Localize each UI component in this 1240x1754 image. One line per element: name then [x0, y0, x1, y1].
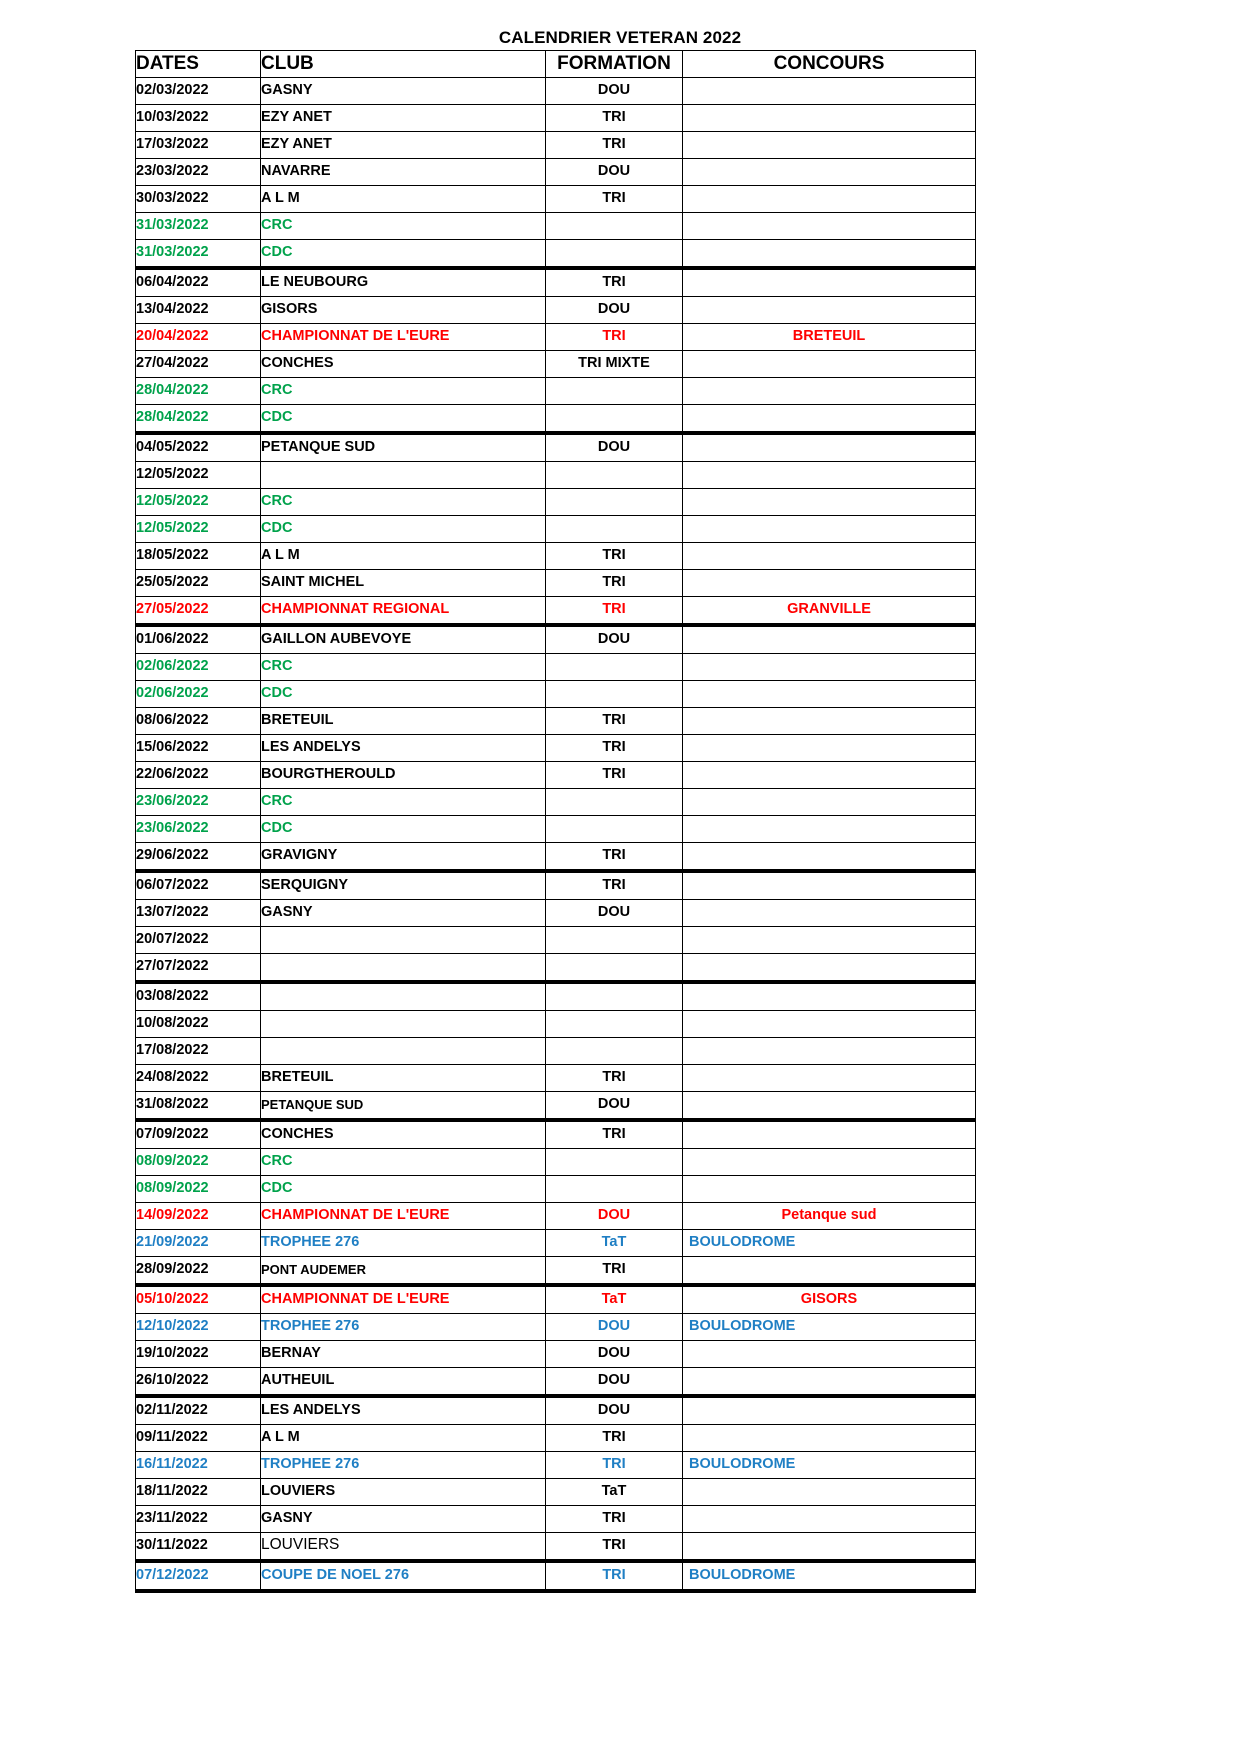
cell-formation: TRI [546, 105, 683, 132]
table-row [136, 132, 976, 159]
cell-date: 12/05/2022 [136, 516, 261, 543]
cell-club: CRC [261, 789, 546, 816]
cell-formation: TRI [546, 1257, 683, 1286]
cell-concours [683, 378, 976, 405]
cell-club: A L M [261, 1425, 546, 1452]
cell-formation: TRI [546, 843, 683, 872]
cell-formation: TRI [546, 597, 683, 626]
cell-club: GISORS [261, 297, 546, 324]
table-row [136, 213, 976, 240]
table-row [136, 789, 976, 816]
cell-club: CRC [261, 213, 546, 240]
cell-date: 26/10/2022 [136, 1368, 261, 1397]
cell-date: 28/04/2022 [136, 378, 261, 405]
cell-concours [683, 186, 976, 213]
cell-formation: TRI [546, 324, 683, 351]
cell-date: 03/08/2022 [136, 982, 261, 1011]
cell-concours: BOULODROME [683, 1230, 976, 1257]
cell-formation [546, 1038, 683, 1065]
cell-club: BERNAY [261, 1341, 546, 1368]
cell-concours [683, 927, 976, 954]
cell-formation [546, 927, 683, 954]
cell-date: 14/09/2022 [136, 1203, 261, 1230]
cell-formation [546, 816, 683, 843]
cell-concours [683, 1425, 976, 1452]
cell-club: CRC [261, 489, 546, 516]
cell-date: 22/06/2022 [136, 762, 261, 789]
cell-formation [546, 982, 683, 1011]
table-row [136, 1092, 976, 1121]
cell-date: 09/11/2022 [136, 1425, 261, 1452]
cell-club: CHAMPIONNAT REGIONAL [261, 597, 546, 626]
cell-date: 24/08/2022 [136, 1065, 261, 1092]
table-row [136, 1257, 976, 1286]
table-row [136, 1479, 976, 1506]
table-row [136, 405, 976, 434]
cell-date: 17/08/2022 [136, 1038, 261, 1065]
cell-concours [683, 78, 976, 105]
cell-concours [683, 213, 976, 240]
table-row [136, 1425, 976, 1452]
cell-formation [546, 405, 683, 434]
cell-club [261, 954, 546, 983]
cell-club: PONT AUDEMER [261, 1257, 546, 1286]
cell-concours [683, 543, 976, 570]
cell-club [261, 982, 546, 1011]
cell-club: CONCHES [261, 351, 546, 378]
page-title: CALENDRIER VETERAN 2022 [498, 28, 742, 47]
table-row [136, 681, 976, 708]
cell-concours [683, 762, 976, 789]
cell-formation: TRI [546, 871, 683, 900]
cell-concours [683, 982, 976, 1011]
cell-formation: DOU [546, 159, 683, 186]
cell-concours [683, 1533, 976, 1562]
cell-club [261, 927, 546, 954]
cell-formation: TRI [546, 708, 683, 735]
table-row [136, 1176, 976, 1203]
cell-club [261, 462, 546, 489]
cell-concours [683, 708, 976, 735]
cell-concours [683, 405, 976, 434]
cell-concours [683, 1257, 976, 1286]
cell-club: SAINT MICHEL [261, 570, 546, 597]
cell-concours [683, 1038, 976, 1065]
table-row [136, 1533, 976, 1562]
cell-date: 23/06/2022 [136, 816, 261, 843]
cell-club [261, 1011, 546, 1038]
cell-concours: GRANVILLE [683, 597, 976, 626]
cell-concours [683, 1149, 976, 1176]
cell-club: CDC [261, 1176, 546, 1203]
table-row [136, 597, 976, 626]
cell-concours: Petanque sud [683, 1203, 976, 1230]
cell-concours [683, 843, 976, 872]
header-row [136, 51, 976, 78]
cell-concours [683, 900, 976, 927]
cell-club: CRC [261, 1149, 546, 1176]
cell-formation [546, 654, 683, 681]
cell-concours: BOULODROME [683, 1561, 976, 1591]
table-row [136, 1230, 976, 1257]
cell-concours [683, 351, 976, 378]
cell-date: 18/05/2022 [136, 543, 261, 570]
cell-date: 19/10/2022 [136, 1341, 261, 1368]
table-row [136, 516, 976, 543]
cell-formation: TRI [546, 570, 683, 597]
cell-concours [683, 681, 976, 708]
cell-formation: DOU [546, 1092, 683, 1121]
cell-concours [683, 462, 976, 489]
cell-date: 23/11/2022 [136, 1506, 261, 1533]
cell-club: CDC [261, 405, 546, 434]
cell-concours [683, 1506, 976, 1533]
cell-date: 08/09/2022 [136, 1176, 261, 1203]
cell-date: 20/07/2022 [136, 927, 261, 954]
cell-date: 12/10/2022 [136, 1314, 261, 1341]
calendar-table [135, 50, 976, 1593]
table-row [136, 927, 976, 954]
cell-formation [546, 1011, 683, 1038]
cell-concours: GISORS [683, 1285, 976, 1314]
cell-formation: TRI [546, 1533, 683, 1562]
cell-club: LOUVIERS [261, 1479, 546, 1506]
cell-concours [683, 570, 976, 597]
cell-concours [683, 105, 976, 132]
table-row [136, 654, 976, 681]
table-row [136, 268, 976, 297]
cell-concours [683, 489, 976, 516]
cell-date: 08/06/2022 [136, 708, 261, 735]
cell-formation [546, 789, 683, 816]
cell-concours [683, 1176, 976, 1203]
table-row [136, 1368, 976, 1397]
cell-date: 28/09/2022 [136, 1257, 261, 1286]
table-row [136, 735, 976, 762]
cell-date: 23/03/2022 [136, 159, 261, 186]
cell-club: GASNY [261, 1506, 546, 1533]
cell-date: 12/05/2022 [136, 462, 261, 489]
table-row [136, 1285, 976, 1314]
table-row [136, 982, 976, 1011]
table-row [136, 570, 976, 597]
cell-date: 02/06/2022 [136, 654, 261, 681]
cell-club: SERQUIGNY [261, 871, 546, 900]
table-row [136, 816, 976, 843]
cell-club: TROPHEE 276 [261, 1314, 546, 1341]
cell-formation [546, 954, 683, 983]
cell-formation: DOU [546, 1396, 683, 1425]
cell-formation: DOU [546, 1341, 683, 1368]
table-row [136, 433, 976, 462]
cell-formation: DOU [546, 1203, 683, 1230]
table-row [136, 1038, 976, 1065]
column-header-concours: CONCOURS [683, 51, 976, 78]
cell-club: A L M [261, 186, 546, 213]
cell-date: 17/03/2022 [136, 132, 261, 159]
cell-club: BOURGTHEROULD [261, 762, 546, 789]
cell-date: 02/06/2022 [136, 681, 261, 708]
cell-club: NAVARRE [261, 159, 546, 186]
cell-formation: TRI [546, 1452, 683, 1479]
table-row [136, 240, 976, 269]
table-row [136, 378, 976, 405]
table-row [136, 1314, 976, 1341]
cell-formation: TRI [546, 1561, 683, 1591]
table-row [136, 954, 976, 983]
cell-formation: DOU [546, 900, 683, 927]
cell-date: 23/06/2022 [136, 789, 261, 816]
cell-formation [546, 681, 683, 708]
cell-formation: TRI [546, 1425, 683, 1452]
table-row [136, 78, 976, 105]
cell-date: 07/12/2022 [136, 1561, 261, 1591]
table-row [136, 1149, 976, 1176]
cell-club: GASNY [261, 900, 546, 927]
cell-concours [683, 1368, 976, 1397]
table-row [136, 762, 976, 789]
cell-date: 05/10/2022 [136, 1285, 261, 1314]
cell-concours [683, 654, 976, 681]
table-row [136, 625, 976, 654]
cell-concours [683, 1120, 976, 1149]
cell-club: AUTHEUIL [261, 1368, 546, 1397]
table-row [136, 1011, 976, 1038]
cell-club: A L M [261, 543, 546, 570]
cell-concours [683, 433, 976, 462]
cell-formation: TaT [546, 1230, 683, 1257]
table-row [136, 1452, 976, 1479]
cell-club: CDC [261, 516, 546, 543]
table-row [136, 1561, 976, 1591]
cell-concours [683, 625, 976, 654]
cell-formation [546, 378, 683, 405]
table-row [136, 297, 976, 324]
calendar-table-container [135, 50, 975, 1593]
cell-club: LOUVIERS [261, 1533, 546, 1562]
table-row [136, 1396, 976, 1425]
table-row [136, 871, 976, 900]
cell-formation: TRI MIXTE [546, 351, 683, 378]
cell-club: CHAMPIONNAT DE L'EURE [261, 1285, 546, 1314]
cell-club [261, 1038, 546, 1065]
cell-date: 31/03/2022 [136, 213, 261, 240]
cell-club: BRETEUIL [261, 1065, 546, 1092]
cell-formation: DOU [546, 78, 683, 105]
table-row [136, 324, 976, 351]
column-header-dates: DATES [136, 51, 261, 78]
cell-concours [683, 954, 976, 983]
cell-concours [683, 789, 976, 816]
cell-concours [683, 871, 976, 900]
cell-date: 27/07/2022 [136, 954, 261, 983]
cell-formation: DOU [546, 625, 683, 654]
column-header-club: CLUB [261, 51, 546, 78]
cell-club: GASNY [261, 78, 546, 105]
cell-formation: TaT [546, 1285, 683, 1314]
cell-concours [683, 1065, 976, 1092]
cell-concours [683, 516, 976, 543]
cell-formation: TRI [546, 132, 683, 159]
cell-club: CHAMPIONNAT DE L'EURE [261, 324, 546, 351]
table-row [136, 105, 976, 132]
table-row [136, 1341, 976, 1368]
table-row [136, 351, 976, 378]
cell-date: 06/04/2022 [136, 268, 261, 297]
cell-date: 15/06/2022 [136, 735, 261, 762]
table-row [136, 462, 976, 489]
cell-date: 30/11/2022 [136, 1533, 261, 1562]
cell-date: 10/03/2022 [136, 105, 261, 132]
cell-club: EZY ANET [261, 105, 546, 132]
cell-formation: TRI [546, 735, 683, 762]
cell-date: 28/04/2022 [136, 405, 261, 434]
cell-club: LES ANDELYS [261, 735, 546, 762]
cell-date: 27/04/2022 [136, 351, 261, 378]
cell-concours [683, 240, 976, 269]
cell-formation: TRI [546, 1120, 683, 1149]
cell-date: 07/09/2022 [136, 1120, 261, 1149]
cell-concours [683, 816, 976, 843]
cell-date: 27/05/2022 [136, 597, 261, 626]
cell-date: 02/11/2022 [136, 1396, 261, 1425]
cell-club: CDC [261, 240, 546, 269]
cell-concours [683, 1396, 976, 1425]
cell-formation [546, 516, 683, 543]
cell-date: 25/05/2022 [136, 570, 261, 597]
cell-club: PETANQUE SUD [261, 1092, 546, 1121]
cell-club: CDC [261, 816, 546, 843]
cell-date: 13/04/2022 [136, 297, 261, 324]
cell-date: 13/07/2022 [136, 900, 261, 927]
cell-date: 02/03/2022 [136, 78, 261, 105]
cell-date: 06/07/2022 [136, 871, 261, 900]
cell-club: TROPHEE 276 [261, 1230, 546, 1257]
cell-formation [546, 1176, 683, 1203]
cell-date: 08/09/2022 [136, 1149, 261, 1176]
cell-club: EZY ANET [261, 132, 546, 159]
cell-formation: TRI [546, 1506, 683, 1533]
table-row [136, 900, 976, 927]
cell-date: 16/11/2022 [136, 1452, 261, 1479]
table-row [136, 708, 976, 735]
cell-formation: TRI [546, 186, 683, 213]
cell-concours [683, 1341, 976, 1368]
cell-date: 20/04/2022 [136, 324, 261, 351]
cell-date: 18/11/2022 [136, 1479, 261, 1506]
cell-formation: DOU [546, 1314, 683, 1341]
cell-date: 10/08/2022 [136, 1011, 261, 1038]
cell-club: PETANQUE SUD [261, 433, 546, 462]
cell-concours [683, 297, 976, 324]
cell-formation [546, 213, 683, 240]
cell-club: COUPE DE NOEL 276 [261, 1561, 546, 1591]
cell-formation: TRI [546, 1065, 683, 1092]
cell-club: TROPHEE 276 [261, 1452, 546, 1479]
cell-concours [683, 1092, 976, 1121]
table-row [136, 1065, 976, 1092]
cell-date: 21/09/2022 [136, 1230, 261, 1257]
cell-formation: TaT [546, 1479, 683, 1506]
table-row [136, 186, 976, 213]
cell-date: 12/05/2022 [136, 489, 261, 516]
cell-date: 31/03/2022 [136, 240, 261, 269]
cell-concours: BOULODROME [683, 1314, 976, 1341]
cell-formation: TRI [546, 543, 683, 570]
cell-concours [683, 1011, 976, 1038]
cell-concours [683, 1479, 976, 1506]
table-row [136, 489, 976, 516]
cell-club: BRETEUIL [261, 708, 546, 735]
cell-club: CONCHES [261, 1120, 546, 1149]
cell-formation: DOU [546, 297, 683, 324]
table-row [136, 843, 976, 872]
table-row [136, 1506, 976, 1533]
cell-club: CDC [261, 681, 546, 708]
cell-formation [546, 1149, 683, 1176]
cell-date: 04/05/2022 [136, 433, 261, 462]
cell-date: 01/06/2022 [136, 625, 261, 654]
cell-formation [546, 462, 683, 489]
cell-club: CHAMPIONNAT DE L'EURE [261, 1203, 546, 1230]
table-row [136, 159, 976, 186]
cell-club: LE NEUBOURG [261, 268, 546, 297]
cell-date: 29/06/2022 [136, 843, 261, 872]
cell-club: CRC [261, 654, 546, 681]
cell-club: GAILLON AUBEVOYE [261, 625, 546, 654]
column-header-formation: FORMATION [546, 51, 683, 78]
cell-formation: DOU [546, 1368, 683, 1397]
cell-date: 31/08/2022 [136, 1092, 261, 1121]
table-row [136, 1120, 976, 1149]
cell-concours [683, 735, 976, 762]
cell-formation [546, 489, 683, 516]
cell-date: 30/03/2022 [136, 186, 261, 213]
cell-formation: TRI [546, 268, 683, 297]
cell-club: GRAVIGNY [261, 843, 546, 872]
cell-formation: DOU [546, 433, 683, 462]
cell-club: LES ANDELYS [261, 1396, 546, 1425]
cell-concours [683, 268, 976, 297]
cell-concours: BOULODROME [683, 1452, 976, 1479]
cell-concours: BRETEUIL [683, 324, 976, 351]
table-body [136, 78, 976, 1592]
table-row [136, 543, 976, 570]
cell-formation: TRI [546, 762, 683, 789]
cell-club: CRC [261, 378, 546, 405]
cell-concours [683, 159, 976, 186]
table-row [136, 1203, 976, 1230]
cell-formation [546, 240, 683, 269]
cell-concours [683, 132, 976, 159]
table-header [136, 51, 976, 78]
